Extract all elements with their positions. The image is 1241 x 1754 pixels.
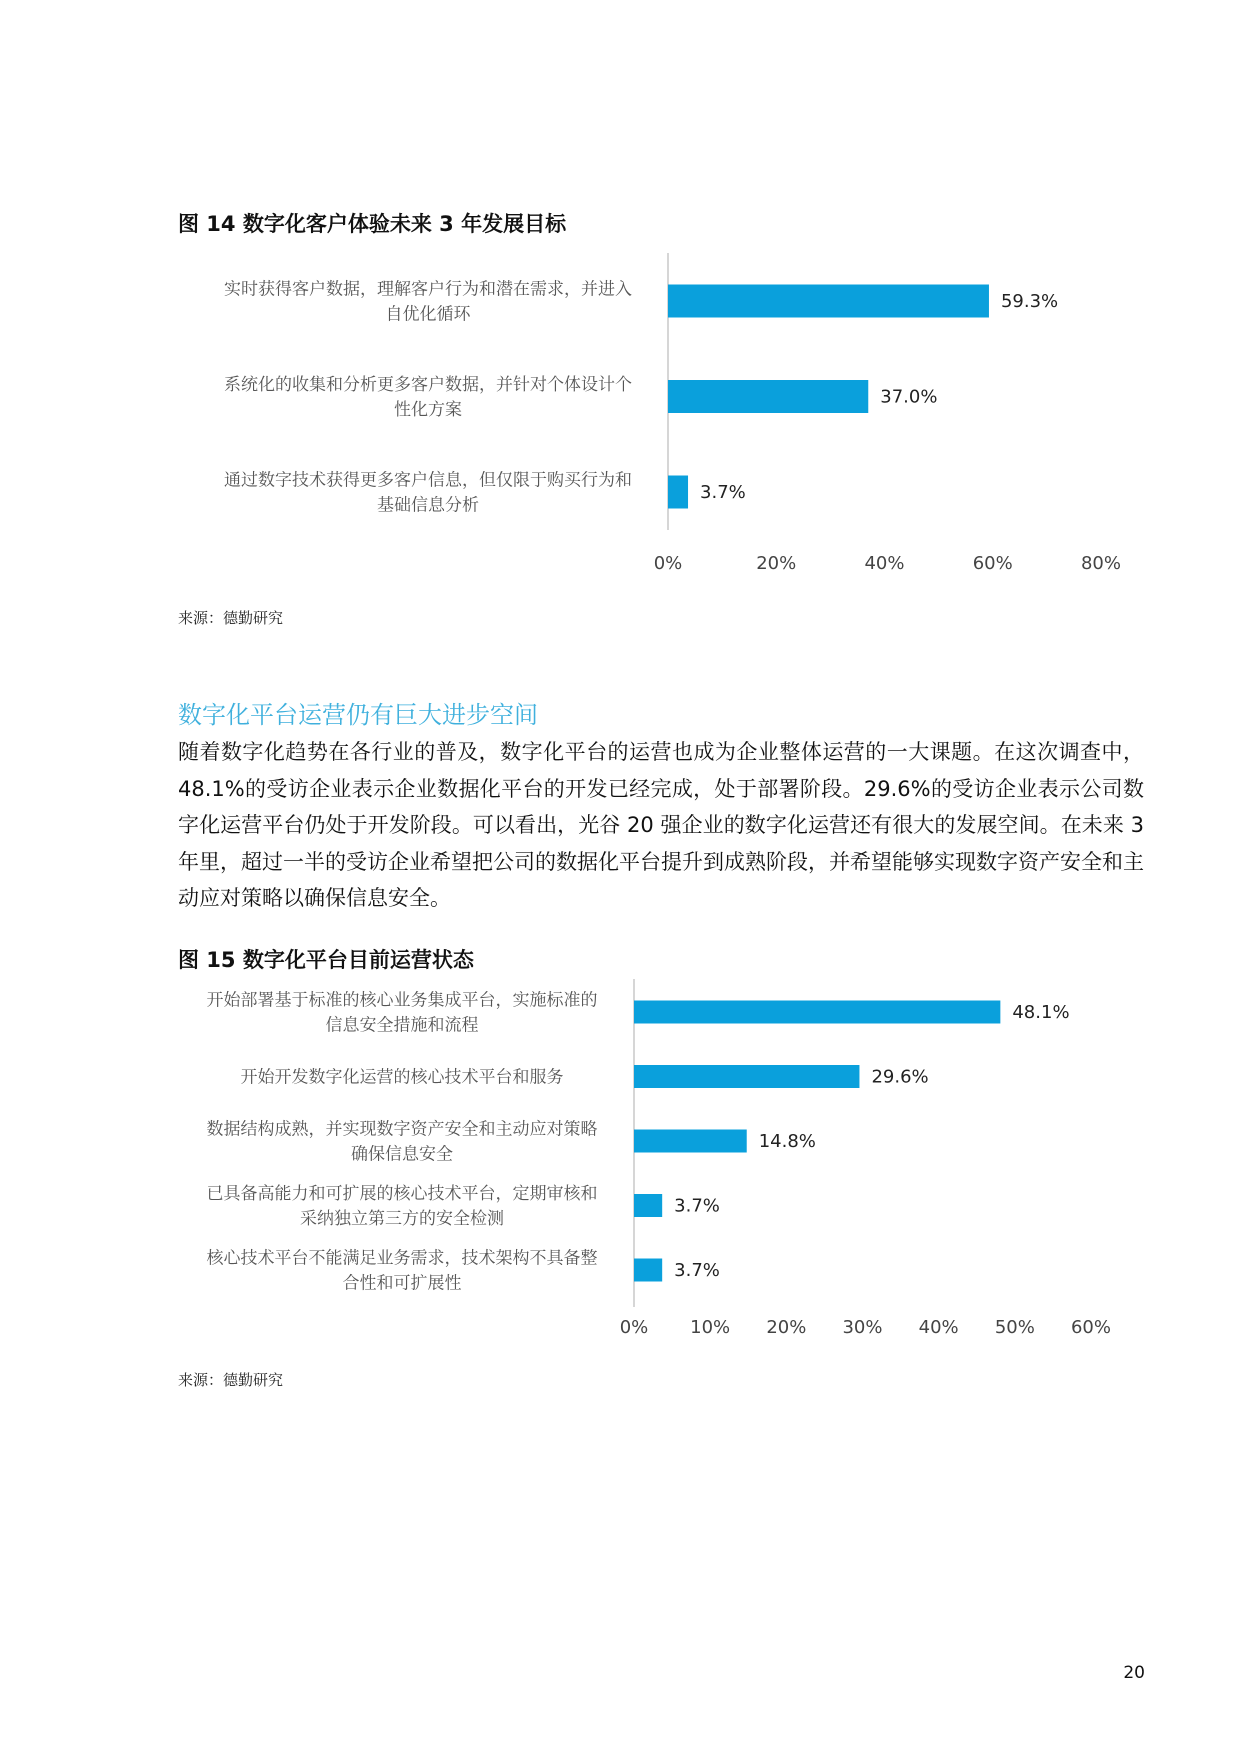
bar-3 xyxy=(634,1130,747,1153)
data-label: 3.7% xyxy=(674,1195,720,1217)
bar-4 xyxy=(634,1194,662,1217)
category-label: 实时获得客户数据，理解客户行为和潜在需求，并进入 xyxy=(224,279,632,300)
bar-1 xyxy=(634,1001,1000,1024)
data-label: 48.1% xyxy=(1012,1002,1070,1023)
category-label: 自优化循环 xyxy=(385,304,471,325)
x-tick-label: 30% xyxy=(842,1317,883,1338)
category-label: 已具备高能力和可扩展的核心技术平台，定期审核和 xyxy=(206,1184,598,1204)
data-label: 29.6% xyxy=(871,1066,929,1088)
bar-1 xyxy=(668,285,989,318)
data-label: 14.8% xyxy=(758,1131,816,1152)
x-tick-label: 60% xyxy=(972,553,1013,574)
x-tick-label: 20% xyxy=(766,1317,807,1338)
category-label: 信息安全措施和流程 xyxy=(325,1015,479,1036)
figure-15-title: 图 15 数字化平台目前运营状态 xyxy=(178,948,474,972)
category-label: 基础信息分析 xyxy=(377,495,479,516)
bar-2 xyxy=(634,1065,859,1088)
data-label: 59.3% xyxy=(1000,291,1059,312)
category-label: 采纳独立第三方的安全检测 xyxy=(300,1209,504,1229)
bar-3 xyxy=(668,476,688,509)
bar-2 xyxy=(668,380,868,413)
data-label: 37.0% xyxy=(880,386,938,408)
figure-15-source: 来源：德勤研究 xyxy=(178,1371,284,1389)
category-label: 合性和可扩展性 xyxy=(342,1273,462,1294)
section-heading: 数字化平台运营仍有巨大进步空间 xyxy=(178,701,538,729)
category-label: 系统化的收集和分析更多客户数据，并针对个体设计个 xyxy=(224,375,632,395)
figure-14-source: 来源：德勤研究 xyxy=(178,609,284,627)
x-tick-label: 0% xyxy=(653,553,683,574)
body-paragraph: 随着数字化趋势在各行业的普及，数字化平台的运营也成为企业整体运营的一大课题。在这次调查中，48.1%的受访企业表示企业数据化平台的开发已经完成，处于部署阶段。29.6%的受访企业表示公司数字化运营平台仍处于开发阶段。可以看出，光谷 20 强企业的数字化运营还有很大的发展空间。在未来 3 年里，超过一半的受访企业希望把公司的数据化平台提升到成熟阶段，并希望能够实现数字资产安全和主动应对策略以确保信息安全。 xyxy=(178,740,1144,910)
category-label: 确保信息安全 xyxy=(351,1144,453,1165)
category-label: 通过数字技术获得更多客户信息，但仅限于购买行为和 xyxy=(224,470,632,491)
figure-14-chart xyxy=(0,240,1241,590)
category-label: 开始部署基于标准的核心业务集成平台，实施标准的 xyxy=(206,990,598,1011)
figure-15-chart xyxy=(0,975,1241,1355)
x-tick-label: 20% xyxy=(756,553,797,574)
x-tick-label: 40% xyxy=(864,553,905,574)
x-tick-label: 10% xyxy=(690,1317,731,1338)
x-tick-label: 40% xyxy=(918,1317,959,1338)
category-label: 数据结构成熟，并实现数字资产安全和主动应对策略 xyxy=(206,1119,598,1140)
data-label: 3.7% xyxy=(674,1260,720,1281)
bar-5 xyxy=(634,1259,662,1282)
page-number: 20 xyxy=(1123,1663,1145,1683)
x-tick-label: 0% xyxy=(619,1317,649,1338)
x-tick-label: 60% xyxy=(1070,1317,1112,1338)
data-label: 3.7% xyxy=(700,482,746,503)
x-tick-label: 50% xyxy=(994,1317,1035,1338)
figure-14-title: 图 14 数字化客户体验未来 3 年发展目标 xyxy=(178,212,567,236)
category-label: 性化方案 xyxy=(394,400,462,420)
category-label: 开始开发数字化运营的核心技术平台和服务 xyxy=(240,1067,564,1088)
x-tick-label: 80% xyxy=(1080,553,1122,574)
category-label: 核心技术平台不能满足业务需求，技术架构不具备整 xyxy=(206,1248,598,1269)
